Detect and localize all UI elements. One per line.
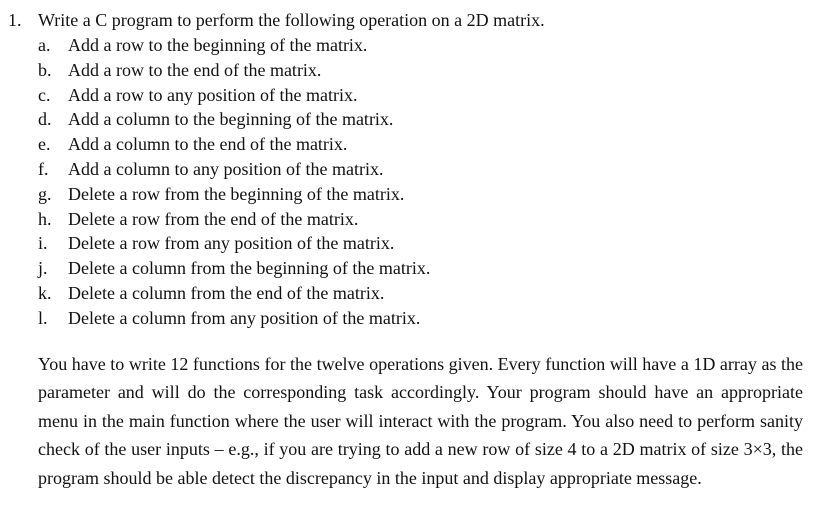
instructions-paragraph: You have to write 12 functions for the twelve operations given. Every function will have a 1D array as the parameter and will do the corresponding task accordingly. Your program should have an appropriate menu in the main function where the user will interact with the program. You also need to perform sanity check of the user inputs – e.g., if you are trying to add a new row of size 4 to a 2D matrix of size 3×3, the program should be able detect the discrepancy in the input and display appropriate message. — [38, 354, 803, 488]
list-item-letter: c. — [38, 84, 51, 105]
list-item-letter: g. — [38, 183, 52, 204]
list-item — [38, 306, 430, 331]
list-item — [38, 256, 430, 281]
list-item — [38, 182, 430, 207]
list-item — [38, 281, 430, 306]
list-item-text: Add a row to the beginning of the matrix. — [68, 35, 368, 55]
list-item-text: Delete a row from any position of the matrix. — [68, 233, 395, 254]
list-item-letter: k. — [38, 282, 52, 303]
list-item-text: Add a row to the end of the matrix. — [68, 59, 322, 80]
list-item-text: Add a column to the end of the matrix. — [68, 134, 348, 155]
list-item — [38, 58, 430, 83]
list-item-text: Add a column to the beginning of the matrix. — [68, 109, 394, 130]
list-item — [38, 33, 430, 58]
list-item-letter: j. — [38, 258, 48, 279]
question-prompt: Write a C program to perform the following operation on a 2D matrix. — [38, 10, 545, 30]
list-item-letter: b. — [38, 59, 52, 80]
list-item-text: Delete a column from the beginning of the matrix. — [68, 258, 431, 279]
list-item — [38, 231, 430, 256]
list-item — [38, 207, 430, 232]
list-item-letter: h. — [38, 208, 52, 229]
list-item-letter: d. — [38, 109, 52, 130]
list-item — [38, 107, 430, 132]
list-item-letter: e. — [38, 134, 51, 155]
operations-list — [38, 33, 430, 331]
list-item-text: Delete a row from the beginning of the matrix. — [68, 183, 405, 204]
list-item-text: Delete a column from the end of the matrix. — [68, 282, 385, 303]
list-item — [38, 157, 430, 182]
list-item-text: Add a column to any position of the matrix. — [68, 158, 384, 179]
list-item-text: Delete a column from any position of the matrix. — [68, 307, 421, 328]
list-item-letter: i. — [38, 233, 48, 254]
list-item-letter: l. — [38, 307, 48, 328]
list-item-letter: f. — [38, 158, 49, 179]
question-number: 1. — [8, 10, 22, 30]
list-item — [38, 83, 430, 108]
list-item-text: Add a row to any position of the matrix. — [68, 84, 358, 105]
list-item — [38, 132, 430, 157]
list-item-text: Delete a row from the end of the matrix. — [68, 208, 359, 229]
list-item-letter: a. — [38, 35, 51, 55]
